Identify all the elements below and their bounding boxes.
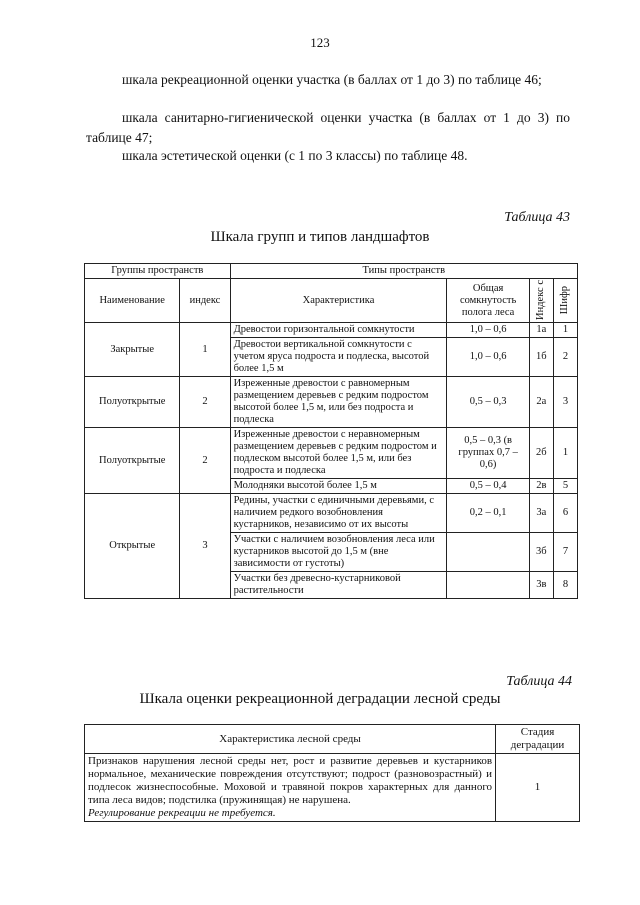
table43-title: Шкала групп и типов ландшафтов <box>210 229 430 245</box>
row-closure <box>447 572 529 599</box>
paragraph-1: шкала рекреационной оценки участка (в баллах от 1 до 3) по таблице 46; <box>122 72 542 87</box>
row-index: 3б <box>529 533 553 572</box>
row-code: 7 <box>553 533 577 572</box>
group-name: Открытые <box>85 494 180 599</box>
row-code: 8 <box>553 572 577 599</box>
row-char: Редины, участки с единичными деревьями, с наличием редкого возобновления кустарников, независимо от их высоты <box>230 494 447 533</box>
table43-label: Таблица 43 <box>504 210 570 225</box>
group-index: 2 <box>180 428 230 494</box>
col-code-header: Шифр <box>553 279 577 323</box>
col-char-header: Характеристика <box>230 279 447 323</box>
row-code: 1 <box>553 428 577 479</box>
table44-title: Шкала оценки рекреационной деградации лесной среды <box>139 691 501 707</box>
group-index: 2 <box>180 377 230 428</box>
row-char: Древостои вертикальной сомкнутости с учетом яруса подроста и подлеска, высотой более 1,5 м <box>230 338 447 377</box>
row-closure: 0,5 – 0,3 (в группах 0,7 – 0,6) <box>447 428 529 479</box>
row-closure: 1,0 – 0,6 <box>447 338 529 377</box>
row-closure <box>447 533 529 572</box>
row-char-text: Признаков нарушения лесной среды нет, рост и развитие деревьев и кустарников нормальное, механические повреждения отсутствуют; подрост (разновозрастный) и подлесок жизнеспособные. Моховой и травяной покров характерных для данного типа леса видов; подстилка (пружинящая) не нарушена. <box>88 755 493 806</box>
row-note: Регулирование рекреации не требуется. <box>88 807 276 819</box>
row-char: Древостои горизонтальной сомкнутости <box>230 323 447 338</box>
row-stage: 1 <box>496 754 580 822</box>
col-name-header: Наименование <box>85 279 180 323</box>
table-44 <box>84 724 580 822</box>
row-closure: 1,0 – 0,6 <box>447 323 529 338</box>
page-number: 123 <box>310 35 330 50</box>
col-closure-header: Общая сомкнутость полога леса <box>447 279 529 323</box>
row-index: 1б <box>529 338 553 377</box>
col-index2-header: Индекс с <box>529 279 553 323</box>
col-char-header: Характеристика лесной среды <box>85 725 496 754</box>
col-stage-header: Стадия деградации <box>496 725 580 754</box>
table44-label: Таблица 44 <box>506 674 572 689</box>
row-closure: 0,5 – 0,4 <box>447 479 529 494</box>
group-index: 1 <box>180 323 230 377</box>
paragraph-3: шкала эстетической оценки (с 1 по 3 классы) по таблице 48. <box>122 148 468 163</box>
row-index: 3а <box>529 494 553 533</box>
group-name: Закрытые <box>85 323 180 377</box>
row-index: 2в <box>529 479 553 494</box>
row-char: Участки без древесно-кустарниковой растительности <box>230 572 447 599</box>
row-code: 3 <box>553 377 577 428</box>
row-code: 6 <box>553 494 577 533</box>
paragraph-2: шкала санитарно-гигиенической оценки участка (в баллах от 1 до 3) по таблице 47; <box>86 110 570 145</box>
types-header: Типы пространств <box>230 264 577 279</box>
group-header: Группы пространств <box>85 264 231 279</box>
row-char: Изреженные древостои с неравномерным размещением деревьев с редким подростом и подлеском высотой более 1,5 м, или без подроста и подлеска <box>230 428 447 479</box>
row-char: Изреженные древостои с равномерным размещением деревьев с редким подростом высотой более 1,5 м, или без подроста и подлеска <box>230 377 447 428</box>
row-char <box>85 754 496 822</box>
row-code: 1 <box>553 323 577 338</box>
row-index: 3в <box>529 572 553 599</box>
row-code: 5 <box>553 479 577 494</box>
group-name: Полуоткрытые <box>85 428 180 494</box>
group-name: Полуоткрытые <box>85 377 180 428</box>
table-43 <box>84 263 578 599</box>
row-index: 1а <box>529 323 553 338</box>
row-index: 2а <box>529 377 553 428</box>
row-char: Молодняки высотой более 1,5 м <box>230 479 447 494</box>
group-index: 3 <box>180 494 230 599</box>
row-code: 2 <box>553 338 577 377</box>
row-index: 2б <box>529 428 553 479</box>
row-char: Участки с наличием возобновления леса или кустарников высотой до 1,5 м (вне зависимости от густоты) <box>230 533 447 572</box>
col-index-header: индекс <box>180 279 230 323</box>
row-closure: 0,2 – 0,1 <box>447 494 529 533</box>
row-closure: 0,5 – 0,3 <box>447 377 529 428</box>
